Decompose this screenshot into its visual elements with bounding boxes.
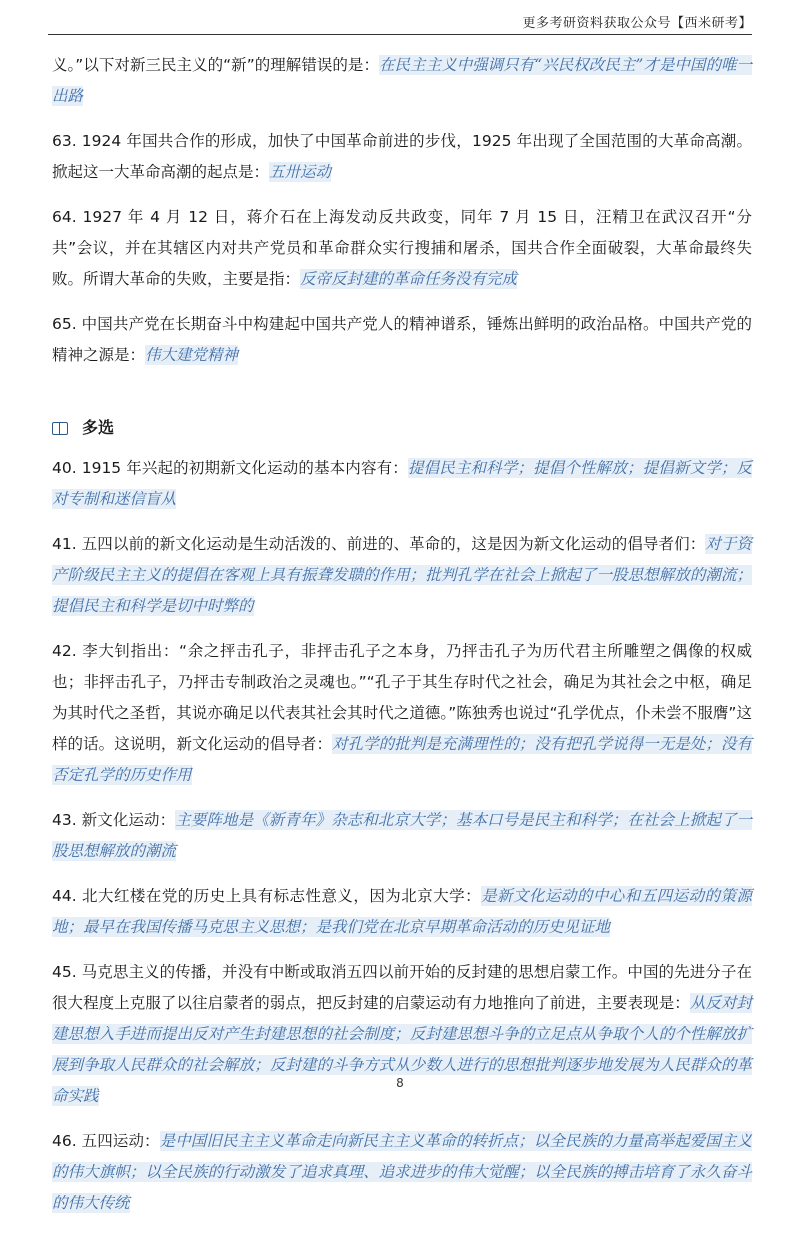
- question-item: [52, 529, 752, 622]
- question-item: [52, 202, 752, 295]
- question-text: 65. 中国共产党在长期奋斗中构建起中国共产党人的精神谱系，锤炼出鲜明的政治品格。中国共产党的精神之源是：: [52, 315, 752, 364]
- answer-text: 在民主主义中强调只有“兴民权改民主”才是中国的唯一出路: [52, 56, 752, 105]
- answer-text: 是中国旧民主主义革命走向新民主主义革命的转折点；以全民族的力量高举起爱国主义的伟大旗帜；以全民族的行动激发了追求真理、追求进步的伟大觉醒；以全民族的搏击培育了永久奋斗的伟大传统: [52, 1132, 752, 1212]
- page-number: 8: [396, 1076, 404, 1090]
- question-text: 义。”以下对新三民主义的“新”的理解错误的是：: [52, 56, 379, 74]
- question-item: [52, 881, 752, 943]
- question-item: [52, 805, 752, 867]
- question-item: [52, 126, 752, 188]
- question-item: [52, 453, 752, 515]
- answer-text: 是新文化运动的中心和五四运动的策源地；最早在我国传播马克思主义思想；是我们党在北京早期革命活动的历史见证地: [52, 887, 752, 936]
- section-heading: [52, 413, 752, 443]
- book-icon: [52, 422, 68, 434]
- question-text: 43. 新文化运动：: [52, 811, 176, 829]
- question-item: [52, 50, 752, 112]
- question-text: 64. 1927 年 4 月 12 日，蒋介石在上海发动反共政变，同年 7 月 15 日，汪精卫在武汉召开“分共”会议，并在其辖区内对共产党员和革命群众实行搜捕和屠杀，国共合作全面破裂，大革命最终失败。所谓大革命的失败，主要是指：: [52, 208, 752, 288]
- section-title: 多选: [82, 418, 115, 437]
- answer-text: 五卅运动: [269, 163, 332, 181]
- page-header: [48, 0, 752, 35]
- answer-text: 伟大建党精神: [145, 346, 239, 364]
- question-text: 44. 北大红楼在党的历史上具有标志性意义，因为北京大学：: [52, 887, 482, 905]
- answer-text: 主要阵地是《新青年》杂志和北京大学；基本口号是民主和科学；在社会上掀起了一股思想解放的潮流: [52, 811, 752, 860]
- question-item: [52, 309, 752, 371]
- header-text: 更多考研资料获取公众号【西米研考】: [522, 16, 752, 31]
- answer-text: 对孔学的批判是充满理性的；没有把孔学说得一无是处；没有否定孔学的历史作用: [52, 735, 752, 784]
- question-text: 46. 五四运动：: [52, 1132, 160, 1150]
- answer-text: 对于资产阶级民主主义的提倡在客观上具有振聋发聩的作用；批判孔学在社会上掀起了一股思想解放的潮流；提倡民主和科学是切中时弊的: [52, 535, 752, 615]
- question-text: 41. 五四以前的新文化运动是生动活泼的、前进的、革命的，这是因为新文化运动的倡导者们：: [52, 535, 706, 553]
- question-text: 42. 李大钊指出：“余之抨击孔子，非抨击孔子之本身，乃抨击孔子为历代君主所雕塑之偶像的权威也；非抨击孔子，乃抨击专制政治之灵魂也。”“孔子于其生存时代之社会，确足为其社会之中枢，确足为其时代之圣哲，其说亦确足以代表其社会其时代之道德。”陈独秀也说过“孔学优点，仆未尝不服膺”这样的话。这说明，新文化运动的倡导者：: [52, 642, 752, 753]
- page-content: [52, 50, 752, 1233]
- question-text: 45. 马克思主义的传播，并没有中断或取消五四以前开始的反封建的思想启蒙工作。中国的先进分子在很大程度上克服了以往启蒙者的弱点，把反封建的启蒙运动有力地推向了前进，主要表现是：: [52, 963, 752, 1012]
- answer-text: 反帝反封建的革命任务没有完成: [300, 270, 518, 288]
- answer-text: 提倡民主和科学；提倡个性解放；提倡新文学；反对专制和迷信盲从: [52, 459, 752, 508]
- question-text: 63. 1924 年国共合作的形成，加快了中国革命前进的步伐，1925 年出现了全国范围的大革命高潮。掀起这一大革命高潮的起点是：: [52, 132, 752, 181]
- question-text: 40. 1915 年兴起的初期新文化运动的基本内容有：: [52, 459, 408, 477]
- answer-text: 从反对封建思想入手进而提出反对产生封建思想的社会制度；反封建思想斗争的立足点从争取个人的个性解放扩展到争取人民群众的社会解放；反封建的斗争方式从少数人进行的思想批判逐步地发展为人民群众的革命实践: [52, 994, 752, 1105]
- question-item: [52, 636, 752, 791]
- question-item: [52, 1126, 752, 1219]
